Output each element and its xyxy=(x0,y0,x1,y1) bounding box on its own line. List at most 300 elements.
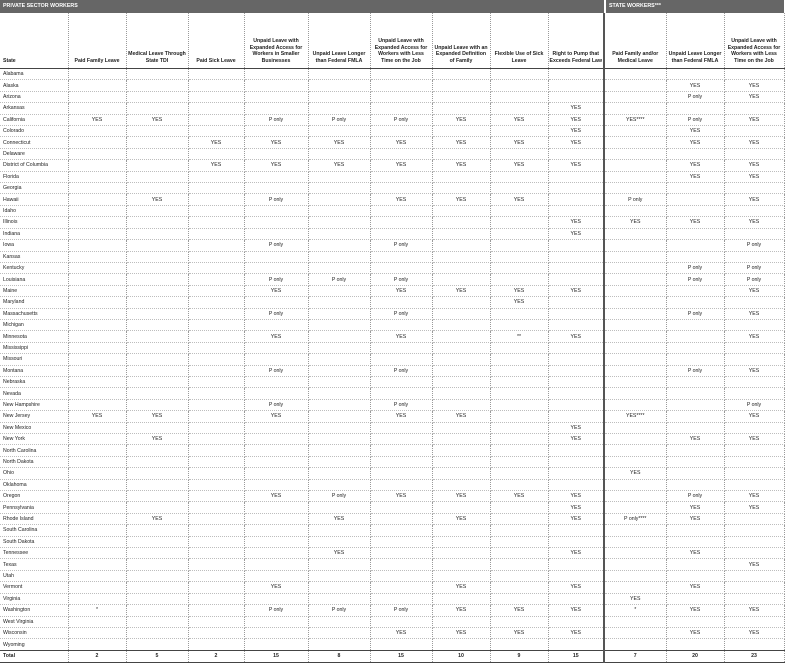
policy-cell xyxy=(370,91,432,102)
policy-cell xyxy=(308,251,370,262)
policy-cell xyxy=(244,297,308,308)
policy-cell xyxy=(666,570,724,581)
policy-cell xyxy=(188,525,244,536)
total-cell: 9 xyxy=(490,650,548,662)
table-row xyxy=(0,456,784,467)
leave-policy-table xyxy=(0,13,785,663)
policy-cell xyxy=(370,171,432,182)
policy-cell xyxy=(244,148,308,159)
policy-cell xyxy=(370,593,432,604)
policy-cell: YES xyxy=(244,491,308,502)
policy-cell: P only xyxy=(370,365,432,376)
policy-cell xyxy=(188,559,244,570)
total-row xyxy=(0,650,784,662)
policy-cell xyxy=(490,513,548,524)
policy-cell: YES xyxy=(490,285,548,296)
table-row xyxy=(0,445,784,456)
policy-cell xyxy=(666,639,724,650)
policy-cell xyxy=(244,69,308,80)
policy-cell xyxy=(244,376,308,387)
policy-cell xyxy=(724,126,784,137)
policy-cell xyxy=(370,570,432,581)
policy-cell xyxy=(604,502,666,513)
policy-cell: YES xyxy=(604,593,666,604)
policy-cell: YES xyxy=(666,137,724,148)
policy-cell: YES xyxy=(666,126,724,137)
state-workers-band: STATE WORKERS*** xyxy=(606,0,784,13)
policy-cell xyxy=(308,502,370,513)
total-cell: 20 xyxy=(666,650,724,662)
policy-cell xyxy=(188,228,244,239)
policy-cell xyxy=(68,456,126,467)
policy-cell xyxy=(548,240,604,251)
policy-cell xyxy=(370,319,432,330)
policy-cell xyxy=(308,376,370,387)
policy-cell: YES xyxy=(490,114,548,125)
policy-cell xyxy=(68,616,126,627)
policy-cell xyxy=(188,148,244,159)
column-header: Medical Leave Through State TDI xyxy=(126,13,188,69)
policy-cell: YES xyxy=(724,434,784,445)
policy-cell xyxy=(68,388,126,399)
column-header: Unpaid Leave with Expanded Access for Workers with Less Time on the Job xyxy=(724,13,784,69)
policy-cell xyxy=(666,205,724,216)
policy-cell xyxy=(188,434,244,445)
policy-cell xyxy=(490,434,548,445)
column-header: Unpaid Leave with Expanded Access for Workers with Less Time on the Job xyxy=(370,13,432,69)
policy-cell: YES xyxy=(126,411,188,422)
policy-cell: YES xyxy=(548,126,604,137)
table-row xyxy=(0,331,784,342)
policy-cell: YES xyxy=(490,160,548,171)
policy-cell xyxy=(308,342,370,353)
table-row xyxy=(0,422,784,433)
policy-cell xyxy=(604,342,666,353)
policy-cell xyxy=(724,228,784,239)
policy-cell xyxy=(370,228,432,239)
policy-cell xyxy=(370,536,432,547)
policy-cell xyxy=(370,262,432,273)
policy-cell xyxy=(604,137,666,148)
policy-cell xyxy=(188,422,244,433)
policy-cell xyxy=(666,228,724,239)
policy-cell xyxy=(432,171,490,182)
policy-cell xyxy=(490,217,548,228)
policy-cell xyxy=(724,69,784,80)
table-row xyxy=(0,411,784,422)
table-row xyxy=(0,536,784,547)
table-row xyxy=(0,297,784,308)
state-name: Georgia xyxy=(0,183,68,194)
policy-cell xyxy=(244,217,308,228)
total-cell: 8 xyxy=(308,650,370,662)
policy-cell xyxy=(666,69,724,80)
policy-cell xyxy=(548,274,604,285)
policy-cell xyxy=(126,297,188,308)
policy-cell xyxy=(126,616,188,627)
policy-cell xyxy=(724,639,784,650)
policy-cell xyxy=(308,422,370,433)
policy-cell xyxy=(188,183,244,194)
policy-cell xyxy=(548,354,604,365)
policy-cell xyxy=(724,342,784,353)
policy-cell: YES xyxy=(548,582,604,593)
policy-cell xyxy=(68,525,126,536)
policy-cell xyxy=(724,616,784,627)
policy-cell xyxy=(666,285,724,296)
policy-cell: YES xyxy=(244,411,308,422)
state-name: Alaska xyxy=(0,80,68,91)
policy-cell xyxy=(724,422,784,433)
policy-cell: P only xyxy=(370,399,432,410)
policy-cell: P only xyxy=(724,262,784,273)
policy-cell: P only xyxy=(244,240,308,251)
table-row xyxy=(0,126,784,137)
policy-cell xyxy=(308,183,370,194)
policy-cell xyxy=(244,319,308,330)
policy-cell xyxy=(490,548,548,559)
policy-cell xyxy=(370,525,432,536)
column-header: Unpaid Leave with an Expanded Definition of Family xyxy=(432,13,490,69)
policy-cell xyxy=(370,422,432,433)
policy-cell xyxy=(188,217,244,228)
policy-cell xyxy=(188,274,244,285)
policy-cell xyxy=(724,354,784,365)
policy-cell: P only**** xyxy=(604,513,666,524)
policy-cell xyxy=(604,319,666,330)
policy-cell xyxy=(604,240,666,251)
policy-cell: YES xyxy=(724,91,784,102)
state-name: New Hampshire xyxy=(0,399,68,410)
policy-cell xyxy=(432,205,490,216)
policy-cell xyxy=(604,582,666,593)
policy-cell xyxy=(188,399,244,410)
table-row xyxy=(0,183,784,194)
policy-cell xyxy=(370,251,432,262)
policy-cell xyxy=(68,342,126,353)
policy-cell xyxy=(308,148,370,159)
policy-cell xyxy=(126,456,188,467)
policy-cell xyxy=(432,103,490,114)
policy-cell xyxy=(188,445,244,456)
policy-cell xyxy=(308,80,370,91)
state-name: Colorado xyxy=(0,126,68,137)
policy-cell xyxy=(666,616,724,627)
policy-cell xyxy=(126,319,188,330)
policy-cell xyxy=(432,297,490,308)
policy-cell xyxy=(724,548,784,559)
policy-cell: YES xyxy=(432,513,490,524)
policy-cell xyxy=(370,205,432,216)
policy-cell xyxy=(548,639,604,650)
state-name: Louisiana xyxy=(0,274,68,285)
policy-cell xyxy=(724,513,784,524)
policy-cell xyxy=(548,365,604,376)
table-row xyxy=(0,251,784,262)
policy-cell xyxy=(188,297,244,308)
policy-cell xyxy=(548,593,604,604)
policy-cell xyxy=(188,240,244,251)
policy-cell xyxy=(604,479,666,490)
policy-cell xyxy=(432,69,490,80)
table-row xyxy=(0,160,784,171)
policy-cell xyxy=(308,445,370,456)
section-bands xyxy=(0,0,787,13)
policy-cell xyxy=(370,445,432,456)
policy-cell xyxy=(432,388,490,399)
state-name: Idaho xyxy=(0,205,68,216)
policy-cell xyxy=(604,308,666,319)
policy-cell xyxy=(308,559,370,570)
policy-cell xyxy=(126,137,188,148)
policy-cell xyxy=(432,525,490,536)
policy-cell xyxy=(308,319,370,330)
policy-cell xyxy=(432,217,490,228)
policy-cell: YES xyxy=(432,194,490,205)
table-row xyxy=(0,616,784,627)
policy-cell xyxy=(308,126,370,137)
state-name: Rhode Island xyxy=(0,513,68,524)
policy-cell xyxy=(604,445,666,456)
policy-cell: YES xyxy=(724,627,784,638)
policy-cell xyxy=(244,434,308,445)
policy-cell xyxy=(308,639,370,650)
policy-cell xyxy=(604,331,666,342)
state-name: Kentucky xyxy=(0,262,68,273)
policy-cell xyxy=(126,183,188,194)
policy-cell xyxy=(68,160,126,171)
policy-cell xyxy=(724,536,784,547)
policy-cell xyxy=(490,399,548,410)
policy-cell xyxy=(370,456,432,467)
policy-cell xyxy=(490,536,548,547)
policy-cell xyxy=(604,491,666,502)
policy-cell xyxy=(126,593,188,604)
policy-cell xyxy=(490,525,548,536)
policy-cell xyxy=(68,205,126,216)
table-row xyxy=(0,434,784,445)
policy-cell xyxy=(548,91,604,102)
policy-cell: YES xyxy=(490,297,548,308)
table-row xyxy=(0,502,784,513)
policy-cell xyxy=(490,251,548,262)
policy-cell xyxy=(548,559,604,570)
policy-cell xyxy=(188,548,244,559)
policy-cell xyxy=(308,456,370,467)
policy-cell: YES xyxy=(370,491,432,502)
policy-cell xyxy=(604,297,666,308)
policy-cell xyxy=(244,354,308,365)
policy-cell xyxy=(188,194,244,205)
policy-cell: YES xyxy=(724,502,784,513)
policy-cell xyxy=(724,183,784,194)
policy-cell: YES xyxy=(308,548,370,559)
policy-cell xyxy=(604,639,666,650)
policy-cell: YES xyxy=(490,491,548,502)
policy-cell xyxy=(604,388,666,399)
state-name: Nevada xyxy=(0,388,68,399)
policy-cell xyxy=(548,205,604,216)
table-row xyxy=(0,559,784,570)
policy-cell xyxy=(126,331,188,342)
policy-cell xyxy=(490,69,548,80)
policy-cell xyxy=(432,308,490,319)
policy-cell xyxy=(724,582,784,593)
policy-cell xyxy=(432,376,490,387)
policy-cell: YES xyxy=(308,137,370,148)
policy-cell xyxy=(666,354,724,365)
policy-cell xyxy=(188,171,244,182)
policy-cell xyxy=(432,319,490,330)
policy-cell: YES xyxy=(244,331,308,342)
total-label: Total xyxy=(0,650,68,662)
policy-cell: YES xyxy=(724,114,784,125)
policy-cell xyxy=(490,411,548,422)
policy-cell xyxy=(370,126,432,137)
table-row xyxy=(0,228,784,239)
policy-cell xyxy=(308,69,370,80)
policy-cell xyxy=(604,616,666,627)
table-row xyxy=(0,240,784,251)
policy-cell xyxy=(244,468,308,479)
policy-cell xyxy=(188,308,244,319)
policy-cell xyxy=(548,456,604,467)
policy-cell: YES xyxy=(370,137,432,148)
policy-cell xyxy=(604,627,666,638)
policy-cell xyxy=(548,262,604,273)
policy-cell xyxy=(490,376,548,387)
policy-cell: P only xyxy=(666,91,724,102)
policy-cell xyxy=(548,411,604,422)
policy-cell xyxy=(308,228,370,239)
policy-cell: YES xyxy=(724,137,784,148)
policy-cell: YES xyxy=(724,331,784,342)
column-header: Paid Family and/or Medical Leave xyxy=(604,13,666,69)
policy-cell: P only xyxy=(604,194,666,205)
policy-cell xyxy=(490,570,548,581)
table-row xyxy=(0,627,784,638)
policy-cell: P only xyxy=(244,274,308,285)
policy-cell xyxy=(432,342,490,353)
state-name: South Carolina xyxy=(0,525,68,536)
policy-cell xyxy=(244,502,308,513)
policy-cell xyxy=(370,639,432,650)
policy-cell xyxy=(432,91,490,102)
policy-cell: YES xyxy=(548,491,604,502)
policy-cell xyxy=(370,69,432,80)
policy-cell xyxy=(126,240,188,251)
policy-cell xyxy=(432,274,490,285)
policy-cell xyxy=(244,456,308,467)
state-name: Alabama xyxy=(0,69,68,80)
policy-cell: YES xyxy=(666,502,724,513)
policy-cell: * xyxy=(68,605,126,616)
policy-cell xyxy=(308,411,370,422)
policy-cell xyxy=(604,148,666,159)
total-cell: 23 xyxy=(724,650,784,662)
policy-cell xyxy=(126,559,188,570)
state-name: Nebraska xyxy=(0,376,68,387)
policy-cell: P only xyxy=(370,274,432,285)
policy-cell xyxy=(724,445,784,456)
policy-cell xyxy=(126,103,188,114)
policy-cell xyxy=(188,536,244,547)
total-cell: 2 xyxy=(68,650,126,662)
policy-cell xyxy=(724,388,784,399)
policy-cell xyxy=(188,616,244,627)
policy-cell: P only xyxy=(666,491,724,502)
policy-cell xyxy=(68,593,126,604)
state-name: Delaware xyxy=(0,148,68,159)
policy-cell xyxy=(370,80,432,91)
policy-cell xyxy=(126,376,188,387)
policy-cell xyxy=(308,616,370,627)
state-name: Maine xyxy=(0,285,68,296)
policy-cell xyxy=(68,376,126,387)
policy-cell xyxy=(490,479,548,490)
policy-cell xyxy=(370,183,432,194)
policy-cell xyxy=(432,331,490,342)
policy-cell xyxy=(604,422,666,433)
policy-cell xyxy=(432,570,490,581)
policy-cell xyxy=(432,639,490,650)
state-name: Washington xyxy=(0,605,68,616)
table-row xyxy=(0,570,784,581)
policy-cell xyxy=(188,570,244,581)
policy-cell xyxy=(490,262,548,273)
policy-cell xyxy=(126,582,188,593)
policy-cell xyxy=(548,445,604,456)
policy-cell xyxy=(604,262,666,273)
policy-cell xyxy=(308,468,370,479)
policy-cell xyxy=(68,548,126,559)
table-row xyxy=(0,479,784,490)
policy-cell xyxy=(724,593,784,604)
table-row xyxy=(0,365,784,376)
table-row xyxy=(0,308,784,319)
policy-cell xyxy=(490,354,548,365)
policy-cell xyxy=(666,251,724,262)
policy-cell xyxy=(548,536,604,547)
policy-cell xyxy=(490,456,548,467)
policy-cell xyxy=(490,502,548,513)
policy-cell xyxy=(666,319,724,330)
policy-cell: P only xyxy=(370,308,432,319)
policy-cell xyxy=(308,262,370,273)
policy-cell xyxy=(370,582,432,593)
policy-cell: YES xyxy=(432,114,490,125)
policy-cell xyxy=(68,137,126,148)
policy-cell xyxy=(724,456,784,467)
policy-cell xyxy=(68,126,126,137)
table-row xyxy=(0,525,784,536)
policy-cell xyxy=(68,240,126,251)
policy-cell xyxy=(604,160,666,171)
policy-cell: YES xyxy=(126,194,188,205)
policy-cell: YES xyxy=(244,582,308,593)
policy-cell xyxy=(432,536,490,547)
policy-cell xyxy=(308,627,370,638)
policy-cell: YES xyxy=(548,422,604,433)
policy-cell xyxy=(126,479,188,490)
policy-cell: YES xyxy=(724,285,784,296)
policy-cell: YES xyxy=(490,137,548,148)
column-header: Right to Pump that Exceeds Federal Law xyxy=(548,13,604,69)
policy-cell xyxy=(548,183,604,194)
table-row xyxy=(0,274,784,285)
policy-cell xyxy=(432,559,490,570)
policy-cell xyxy=(188,479,244,490)
